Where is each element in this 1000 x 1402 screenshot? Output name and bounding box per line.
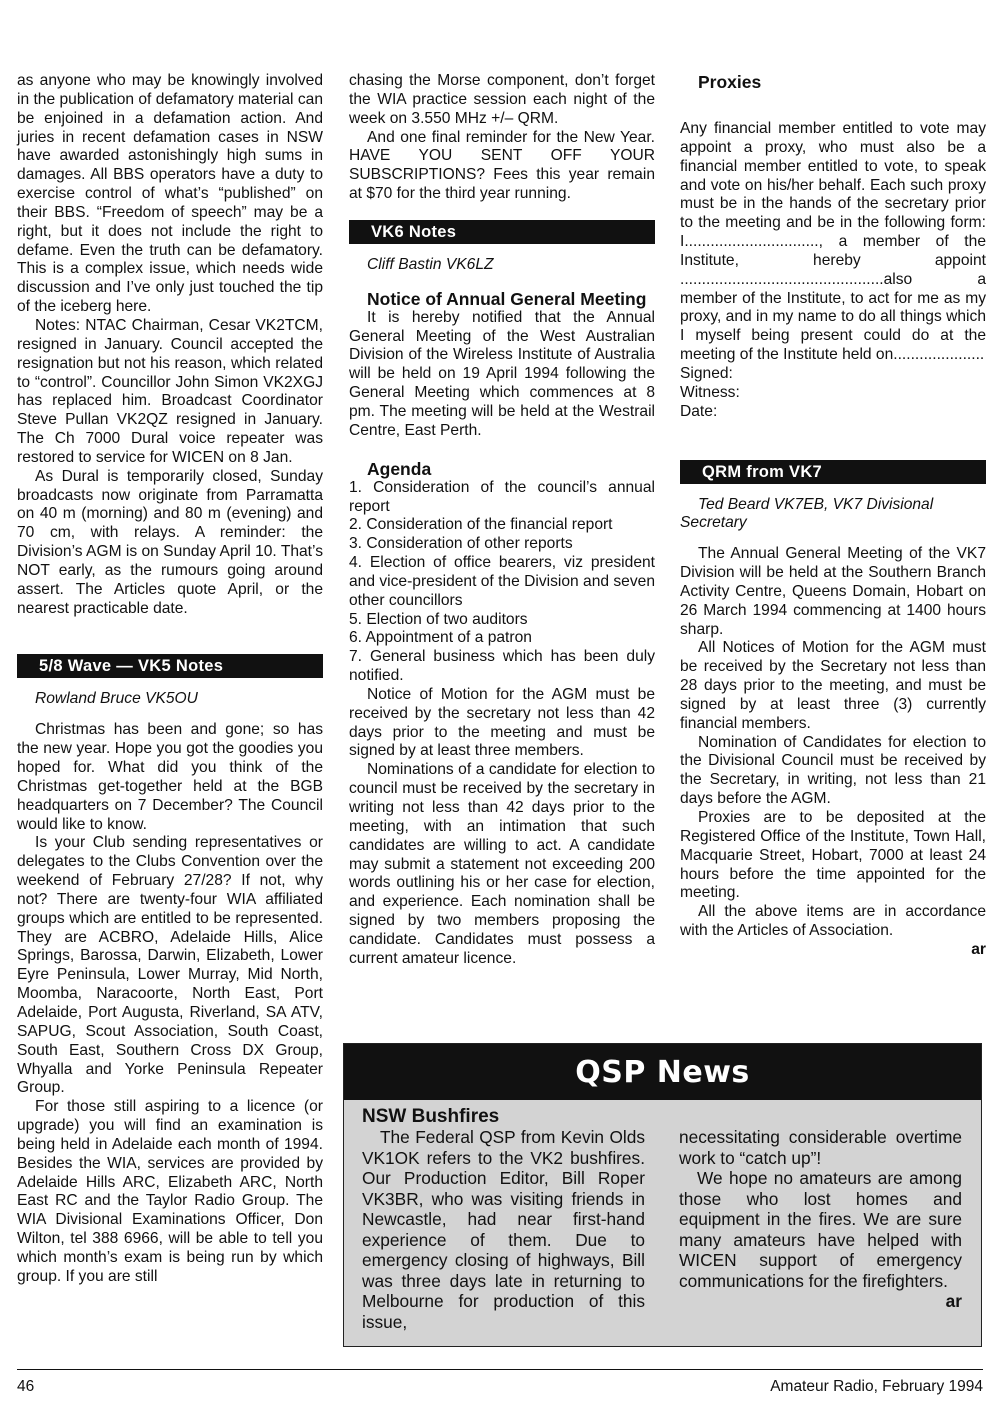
vk7-byline: Ted Beard VK7EB, VK7 Divisional Secretary <box>680 495 934 532</box>
proxies-heading: Proxies <box>698 72 762 92</box>
agenda-item: 3. Consideration of other reports <box>349 535 573 553</box>
vk7-paragraph-agm: The Annual General Meeting of the VK7 Division will be held at the Southern Branch Activity Centre, Queens Domain, Hobart on 26 March 1994 commencing at 1400 hours sharp. <box>680 545 986 638</box>
proxy-signed-line: Signed: <box>680 364 733 382</box>
magazine-issue: Amateur Radio, February 1994 <box>770 1378 983 1395</box>
agenda-item: 2. Consideration of the financial report <box>349 516 613 534</box>
nsw-paragraph-dural: As Dural is temporarily closed, Sunday broadcasts now originate from Parramatta on 40 m (morning) and 80 m (evening) and 70 cm, with relays. A reminder: the Division’s AGM is on Sunday April 10. That’s NOT early, as the rumours going around assert. The Articles quote April, or the nearest practicable date. <box>17 467 323 617</box>
vk5-section-bar: 5/8 Wave — VK5 Notes <box>17 654 323 678</box>
vk6-agm-intro: It is hereby notified that the Annual General Meeting of the West Australian Division of the Wireless Institute of Australia will be held on 19 April 1994 following the General Meeting which commences at 8 pm. The meeting will be held at the Westrail Centre, East Perth. <box>349 308 655 439</box>
vk7-section-bar: QRM from VK7 <box>680 460 986 484</box>
qsp-paragraph-right-1: necessitating considerable overtime work to “catch up”! <box>679 1127 962 1168</box>
vk6-agenda-heading: Agenda <box>367 458 432 479</box>
vk7-paragraph-motions: All Notices of Motion for the AGM must be received by the Secretary not less than 28 days prior to the meeting, and must be signed by at least three (3) currently financial members. <box>680 639 986 732</box>
nsw-paragraph-morse: chasing the Morse component, don’t forget the WIA practice session each night of the week on 3.550 MHz +/– QRM. <box>349 72 655 127</box>
vk6-section-bar: VK6 Notes <box>349 220 655 244</box>
column-2 <box>349 72 655 969</box>
qsp-left-column <box>362 1127 645 1332</box>
vk5-paragraph-convention: Is your Club sending representatives or delegates to the Clubs Convention over the weekend of February 27/28? If not, why not? There are twenty-four WIA affiliated groups which are entitled to be represented. They are ACBRO, Adelaide Hills, Alice Springs, Barossa, Darwin, Elizabeth, Lower Eyre Peninsula, Lower Murray, Mid North, Moomba, Naracoorte, North East, Port Adelaide, Port Augusta, Riverland, SA ATV, SAPUG, Scout Association, South Coast, South East, Southern Cross DX Group, Whyalla and Yorke Peninsula Repeater Group. <box>17 834 323 1097</box>
column-1 <box>17 72 323 1287</box>
qsp-bushfires-heading: NSW Bushfires <box>362 1106 500 1127</box>
agenda-item: 1. Consideration of the council’s annual report <box>349 478 655 515</box>
vk5-paragraph-christmas: Christmas has been and gone; so has the new year. Hope you got the goodies you hoped for. What did you think of the Christmas get-together held at the BGB headquarters on 7 December? The Council would like to know. <box>17 721 323 833</box>
proxy-witness-line: Witness: <box>680 383 740 401</box>
agenda-item: 5. Election of two auditors <box>349 610 528 628</box>
agenda-item: 7. General business which has been duly notified. <box>349 648 655 685</box>
vk6-byline: Cliff Bastin VK6LZ <box>367 255 494 273</box>
qsp-news-title: QSP News <box>344 1044 981 1100</box>
qsp-paragraph-right-2: We hope no amateurs are among those who lost homes and equipment in the fires. We are sure many amateurs have helped with WICEN support of emergency communications for the firefighters. <box>679 1168 962 1291</box>
column-3 <box>680 72 986 960</box>
vk7-end-mark: ar <box>971 940 986 958</box>
qsp-paragraph-left: The Federal QSP from Kevin Olds VK1OK refers to the VK2 bushfires. Our Production Editor, Bill Roper VK3BR, who was visiting friends in Newcastle, had near first-hand experience of them. Due to emergency closing of highways, Bill was three days late in returning to Melbourne for production of this issue, <box>362 1127 645 1332</box>
qsp-news-columns <box>362 1127 962 1332</box>
proxy-date-line: Date: <box>680 402 718 420</box>
vk6-agm-heading: Notice of Annual General Meeting <box>367 288 647 309</box>
vk7-paragraph-nominations: Nomination of Candidates for election to the Divisional Council must be received by the Secretary, in writing, not less than 21 days before the AGM. <box>680 733 986 808</box>
qsp-news-content <box>362 1106 962 1332</box>
nsw-paragraph-defamation: as anyone who may be knowingly involved in the publication of defamatory material can be enjoined in a defamation action. And juries in recent defamation cases in NSW have awarded astonishingly high sums in damages. All BBS operators have a duty to exercise control of what’s “published” on their BBS. “Freedom of speech” may be a right, but it does not include the right to defame. Even the truth can be defamatory. This is a complex issue, which needs wide discussion and I’ve only just touched the tip of the iceberg here. <box>17 72 323 316</box>
qsp-right-column <box>679 1127 962 1332</box>
agenda-item: 6. Appointment of a patron <box>349 629 532 647</box>
vk5-byline: Rowland Bruce VK5OU <box>35 690 198 708</box>
vk6-paragraph-motion: Notice of Motion for the AGM must be received by the secretary not less than 42 days prior to the meeting and must be signed by at least three members. <box>349 685 655 760</box>
agenda-item: 4. Election of office bearers, viz president and vice-president of the Division and seven other councillors <box>349 554 655 609</box>
vk7-paragraph-articles: All the above items are in accordance with the Articles of Association. <box>680 903 986 940</box>
nsw-paragraph-notes: Notes: NTAC Chairman, Cesar VK2TCM, resigned in January. Council accepted the resignation but not his reason, which related to “control”. Councillor John Simon VK2XGJ has replaced him. Broadcast Coordinator Steve Pullan VK2QZ resigned in January. The Ch 7000 Dural voice repeater was restored to service for WICEN on 8 Jan. <box>17 316 323 466</box>
nsw-paragraph-subscriptions: And one final reminder for the New Year. HAVE YOU SENT OFF YOUR SUBSCRIPTIONS? Fees this year remain at $70 for the third year running. <box>349 128 655 203</box>
qsp-news-box <box>343 1043 982 1347</box>
vk5-paragraph-licence: For those still aspiring to a licence (or upgrade) you will find an examination is being held in Adelaide each month of 1994. Besides the WIA, services are provided by Adelaide Hills ARC, Elizabeth ARC, North East RC and the Taylor Radio Group. The WIA Divisional Examinations Officer, Don Wilton, tel 388 6966, will be able to tell you which month’s exam is being run by which group. If you are still <box>17 1098 323 1285</box>
vk6-paragraph-nominations: Nominations of a candidate for election to council must be received by the secretary in writing not less than 42 days prior to the meeting, with an intimation that such candidates are willing to act. A candidate may submit a statement not exceeding 200 words outlining his or her case for election, and experience. Each nomination shall be signed by two members proposing the candidate. Candidates must possess a current amateur licence. <box>349 761 655 967</box>
page-number: 46 <box>17 1378 35 1395</box>
vk7-paragraph-proxies: Proxies are to be deposited at the Registered Office of the Institute, Town Hall, Macquarie Street, Hobart, 7000 at least 24 hours before the time appointed for the meeting. <box>680 809 986 902</box>
qsp-end-mark: ar <box>945 1291 962 1311</box>
footer-rule <box>17 1369 983 1370</box>
proxies-paragraph: Any financial member entitled to vote may appoint a proxy, who must also be a financial member entitled to vote, to speak and vote on his/her behalf. Each such proxy must be in the hands of the secretary prior to the meeting and be in the following form: I..............................., a member of the Institute, hereby appoint ...............................................also a member of the Institute, to act for me as my proxy, and in my name to do all things which I myself being present could do at the meeting of the Institute held on..................... <box>680 120 986 364</box>
